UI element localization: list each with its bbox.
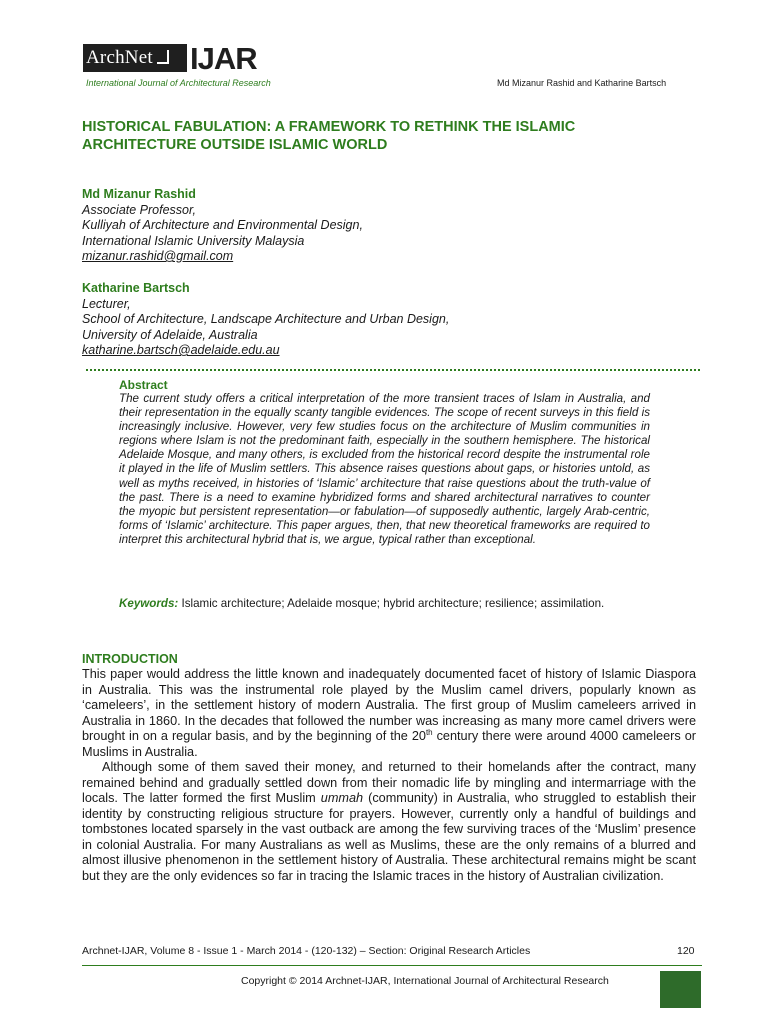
- ijar-logo: IJAR: [190, 41, 257, 76]
- introduction-heading: INTRODUCTION: [82, 652, 178, 666]
- archnet-logo-text: ArchNet: [86, 47, 153, 68]
- abstract-heading: Abstract: [119, 378, 168, 392]
- keywords: [119, 597, 619, 612]
- abstract-body: The current study offers a critical interpretation of the more transient traces of Islam in Australia, and their representation in the equally scanty tangible evidences. The scope of recent surveys in this field is increasingly inclusive. However, very few studies focus on the architecture of Muslim communities in regions where Islam is not the predominant faith, especially in the southern hemisphere. The historical Adelaide Mosque, and many others, is excluded from the historical record despite the instrumental role it played in the life of Muslim settlers. This absence raises questions about gaps, or histories untold, as well as myths received, in histories of ‘Islamic’ architecture that raise questions about the truth-value of the past. There is a need to examine hybridized forms and shared architectural narratives to counter the myopic but persistent representation—or fabulation—of supposedly authentic, largely Arab-centric, forms of ‘Islamic’ architecture. This paper argues, then, that new theoretical frameworks are required to interpret this architectural hybrid that is, we argue, typical rather than exceptional.: [119, 392, 650, 546]
- footer-copyright: Copyright © 2014 Archnet-IJAR, International Journal of Architectural Research: [241, 975, 609, 987]
- author-affiliation: School of Architecture, Landscape Architecture and Urban Design,: [82, 312, 450, 326]
- journal-name: International Journal of Architectural Research: [86, 78, 271, 88]
- author-institution: International Islamic University Malaysia: [82, 233, 305, 248]
- author-role: Associate Professor,: [82, 202, 196, 217]
- intro-p2-text: Although some of them saved their money, and returned to their homelands after the contract, many remained behind and gradually settled down from their nomadic life by mingling and intermarriage with the locals. The latter formed the first Muslim: [82, 760, 696, 805]
- intro-p1-text-end: century there were around 4000 cameleers or Muslims in Australia.: [82, 729, 696, 759]
- paper-title: HISTORICAL FABULATION: A FRAMEWORK TO RETHINK THE ISLAMIC ARCHITECTURE OUTSIDE ISLAMIC WORLD: [82, 119, 576, 153]
- author-email-link[interactable]: mizanur.rashid@gmail.com: [82, 249, 234, 263]
- abstract-divider: [86, 369, 700, 371]
- author-role: Lecturer,: [82, 296, 131, 311]
- intro-p2-text-end: (community) in Australia, who struggled to establish their identity by constructing religious structure for prayers. However, currently only a handful of buildings and tombstones located sparsely in the vast outback are among the few surviving traces of the ‘Muslim’ presence in colonial Australia. For many Australians as well as Muslims, these are the only remains of a blurred and almost illusive phenomenon in the settlement history of Australia. These architectural remains might be scant but they are the only evidences so far in tracing the Islamic traces in the history of Australian civilization.: [82, 791, 696, 883]
- footer-citation: Archnet-IJAR, Volume 8 - Issue 1 - March 2014 - (120-132) – Section: Original Research Articles: [82, 945, 531, 957]
- author-email-link[interactable]: katharine.bartsch@adelaide.edu.au: [82, 343, 280, 357]
- author-block-2: [82, 281, 449, 359]
- author-affiliation: Kulliyah of Architecture and Environmental Design,: [82, 218, 363, 232]
- running-header-authors: Md Mizanur Rashid and Katharine Bartsch: [497, 78, 667, 88]
- author-name: Katharine Bartsch: [82, 281, 190, 295]
- page-number: 120: [677, 945, 695, 957]
- keywords-text: Islamic architecture; Adelaide mosque; hybrid architecture; resilience; assimilation.: [181, 597, 605, 610]
- author-institution: University of Adelaide, Australia: [82, 327, 258, 342]
- intro-paragraph-1: [82, 667, 696, 760]
- logo-bracket-icon: [157, 50, 169, 64]
- footer-green-block: [660, 971, 701, 1008]
- keywords-label: Keywords:: [119, 597, 179, 610]
- author-block-1: [82, 187, 363, 265]
- author-name: Md Mizanur Rashid: [82, 187, 196, 201]
- ordinal-superscript: th: [425, 727, 433, 737]
- intro-paragraph-2: [82, 760, 696, 884]
- intro-p1-text: This paper would address the little known and inadequately documented facet of history of Islamic Diaspora in Australia. This was the instrumental role played by the Muslim camel drivers, popularly known as ‘cameleers’, in the settlement history of modern Australia. The first group of Muslim cameleers arrived in Australia in 1860. In the decades that followed the number was increasing as many more camel drivers were brought in on a regular basis, and by the beginning of the 20: [82, 667, 696, 743]
- footer-divider: [82, 965, 702, 966]
- archnet-logo: [83, 44, 187, 72]
- ummah-term: ummah: [320, 791, 364, 805]
